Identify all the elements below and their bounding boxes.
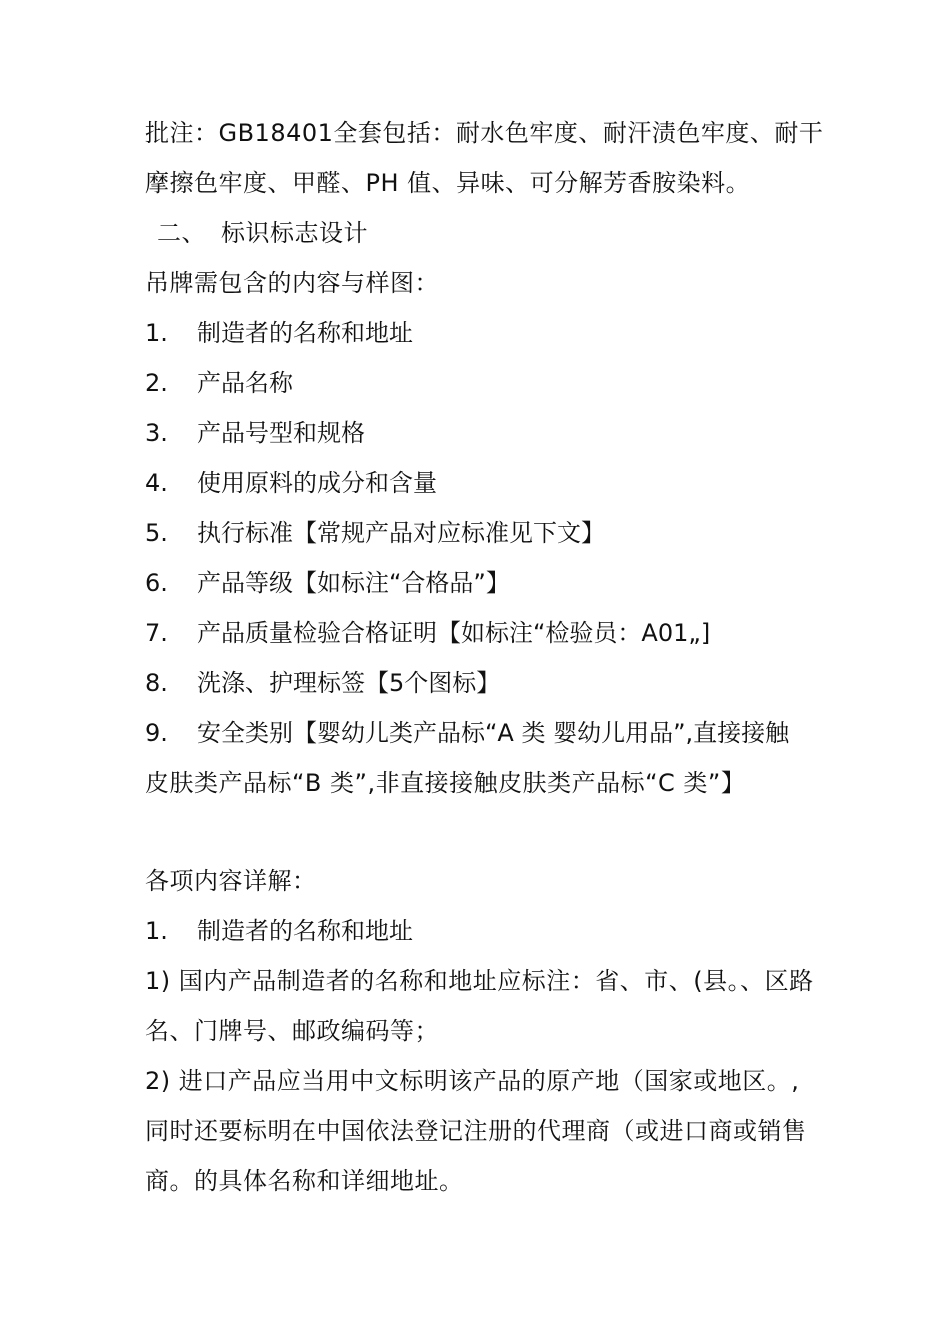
- list-item-number: 9.: [145, 719, 168, 747]
- section-heading: [157, 218, 857, 248]
- list-item-number: 7.: [145, 619, 168, 647]
- list-item: [145, 518, 845, 548]
- details-heading: 各项内容详解：: [145, 867, 317, 895]
- list-item-text: 安全类别【婴幼儿类产品标“A 类 婴幼儿用品”,直接接触: [197, 719, 790, 747]
- list-item-number: 3.: [145, 419, 168, 447]
- list-item-number: 8.: [145, 669, 168, 697]
- detail-item-number: 1.: [145, 917, 168, 945]
- list-item-text: 产品等级【如标注“合格品”】: [197, 569, 510, 597]
- paragraph-1-line-2: 名、门牌号、邮政编码等；: [145, 1017, 439, 1045]
- list-item: [145, 368, 845, 398]
- list-item: [145, 668, 845, 698]
- detail-list-item: [145, 916, 845, 946]
- list-item-text: 洗涤、护理标签【5个图标】: [197, 669, 501, 697]
- list-item: [145, 718, 845, 748]
- list-item-number: 4.: [145, 469, 168, 497]
- paragraph-2-line-1: 2) 进口产品应当用中文标明该产品的原产地（国家或地区。,: [145, 1067, 800, 1095]
- list-item-text: 使用原料的成分和含量: [197, 469, 437, 497]
- list-item-text: 产品号型和规格: [197, 419, 365, 447]
- section-title: 标识标志设计: [221, 219, 368, 247]
- intro-text: 吊牌需包含的内容与样图：: [145, 269, 439, 297]
- paragraph-2-line-3: 商。的具体名称和详细地址。: [145, 1167, 464, 1195]
- list-item: [145, 468, 845, 498]
- list-item-text: 执行标准【常规产品对应标准见下文】: [197, 519, 605, 547]
- detail-item-text: 制造者的名称和地址: [197, 917, 413, 945]
- list-item-text: 产品质量检验合格证明【如标注“检验员：A01„]: [197, 619, 711, 647]
- paragraph-2-line-2: 同时还要标明在中国依法登记注册的代理商（或进口商或销售: [145, 1117, 807, 1145]
- list-item: [145, 418, 845, 448]
- list-item-number: 2.: [145, 369, 168, 397]
- paragraph-1-line-1: 1) 国内产品制造者的名称和地址应标注：省、市、(县。、区路: [145, 967, 814, 995]
- note-line-2: 摩擦色牢度、甲醛、PH 值、异味、可分解芳香胺染料。: [145, 169, 751, 197]
- list-item: [145, 618, 845, 648]
- list-item-continuation: 皮肤类产品标“B 类”,非直接接触皮肤类产品标“C 类”】: [145, 769, 746, 797]
- list-item-number: 5.: [145, 519, 168, 547]
- list-item-text: 制造者的名称和地址: [197, 319, 413, 347]
- list-item: [145, 318, 845, 348]
- list-item-number: 1.: [145, 319, 168, 347]
- note-line-1: 批注：GB18401全套包括：耐水色牢度、耐汗渍色牢度、耐干: [145, 119, 824, 147]
- list-item: [145, 568, 845, 598]
- list-item-number: 6.: [145, 569, 168, 597]
- section-number: 二、: [157, 219, 206, 247]
- list-item-text: 产品名称: [197, 369, 293, 397]
